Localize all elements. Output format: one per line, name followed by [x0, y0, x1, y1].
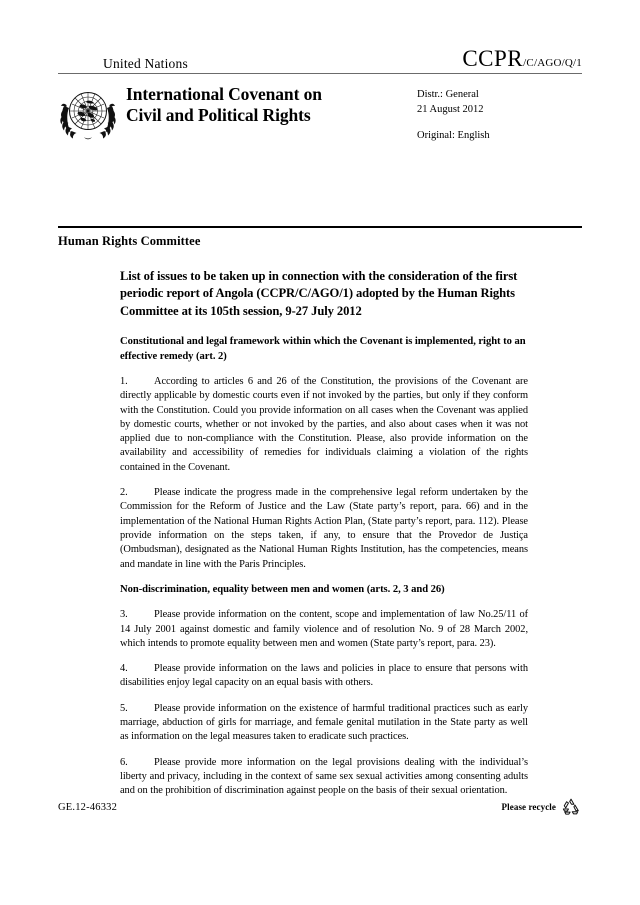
section-heading: Constitutional and legal framework within which the Covenant is implemented, right to an effective remedy (art. 2) — [120, 336, 526, 362]
treaty-title-line1: International Covenant on — [126, 84, 322, 104]
paragraph — [120, 702, 528, 745]
original-language: Original: English — [417, 129, 490, 141]
masthead — [58, 48, 582, 144]
page-footer — [58, 797, 582, 817]
page-title: List of issues to be taken up in connection with the consideration of the first periodic report of Angola (CCPR/C/AGO/1) adopted by the Human Rights Committee at its 105th session, 9-27 July 2012 — [120, 269, 518, 318]
distribution-block — [417, 84, 582, 144]
paragraph — [120, 662, 528, 691]
organization-name: United Nations — [103, 55, 188, 71]
job-number: GE.12-46332 — [58, 801, 118, 813]
document-symbol-suffix: /C/AGO/Q/1 — [523, 57, 582, 69]
committee-divider — [58, 226, 582, 228]
paragraph-number: 4. — [120, 663, 128, 675]
paragraph-number: 2. — [120, 487, 128, 499]
un-emblem-icon — [58, 86, 118, 142]
section-heading: Non-discrimination, equality between men and women (arts. 2, 3 and 26) — [120, 583, 445, 595]
masthead-top-row — [58, 48, 582, 70]
document-symbol-main: CCPR — [462, 46, 524, 71]
paragraph-number: 6. — [120, 756, 128, 768]
paragraph-text: Please provide information on the existence of harmful traditional practices such as early marriage, abduction of girls for marriage, and female genital mutilation in the State party as well as information on the legal measures taken to eradicate such practices. — [120, 702, 528, 743]
document-body — [120, 268, 528, 809]
paragraph-number: 5. — [120, 702, 128, 714]
treaty-title-line2: Civil and Political Rights — [126, 105, 311, 126]
paragraph-number: 1. — [120, 375, 128, 387]
paragraph-text: Please indicate the progress made in the comprehensive legal reform undertaken by the Commission for the Reform of Justice and the Law (State party’s report, para. 66) and in the implementation of the National Human Rights Action Plan, (State party’s report, para. 112). Please provide information on the steps taken, if any, to ensure that the Provedor de Justiça (Ombudsman), designated as the National Human Rights Institution, has the competencies, means and mandate in line with the Paris Principles. — [120, 487, 528, 570]
distribution-spacer — [417, 118, 582, 129]
paragraph — [120, 608, 528, 651]
treaty-title — [118, 84, 417, 144]
paragraph — [120, 756, 528, 799]
paragraph-number: 3. — [120, 609, 128, 621]
masthead-divider — [58, 73, 582, 74]
recycle-icon — [560, 797, 582, 817]
paragraph-text: Please provide information on the content, scope and implementation of law No.25/11 of 14 July 2001 against domestic and family violence and of resolution No. 9 of 28 March 2002, which intends to promote equality between men and women (State party’s report, para. 23). — [120, 609, 528, 649]
distribution-type: Distr.: General — [417, 89, 479, 100]
recycle-label: Please recycle — [501, 802, 556, 812]
paragraph-text: According to articles 6 and 26 of the Constitution, the provisions of the Covenant are directly applicable by domestic courts even if not invoked by the parties, but only if they conform with the Constitution. Could you provide information on all cases when the Covenant was applied by domestic courts, whether or not invoked by the parties, and also about cases when it was not applied due to non-compliance with the Constitution. Please, also provide information on the availability and accessibility of remedies for individuals claiming a violation of the rights contained in the Covenant. — [120, 375, 528, 473]
document-symbol — [462, 47, 582, 70]
committee-name: Human Rights Committee — [58, 234, 201, 248]
masthead-bottom-row — [58, 84, 582, 144]
paragraph-text: Please provide more information on the legal provisions dealing with the individual’s liberty and privacy, including in the context of same sex sexual activities among consenting adults and on the prohibition of discrimination against people on the basis of their sexual orientation. — [120, 756, 528, 797]
paragraph — [120, 486, 528, 572]
paragraph — [120, 375, 528, 475]
paragraph-text: Please provide information on the laws and policies in place to ensure that persons with disabilities enjoy legal capacity on an equal basis with others. — [120, 663, 528, 689]
document-date: 21 August 2012 — [417, 103, 484, 115]
recycle-notice — [502, 797, 582, 817]
